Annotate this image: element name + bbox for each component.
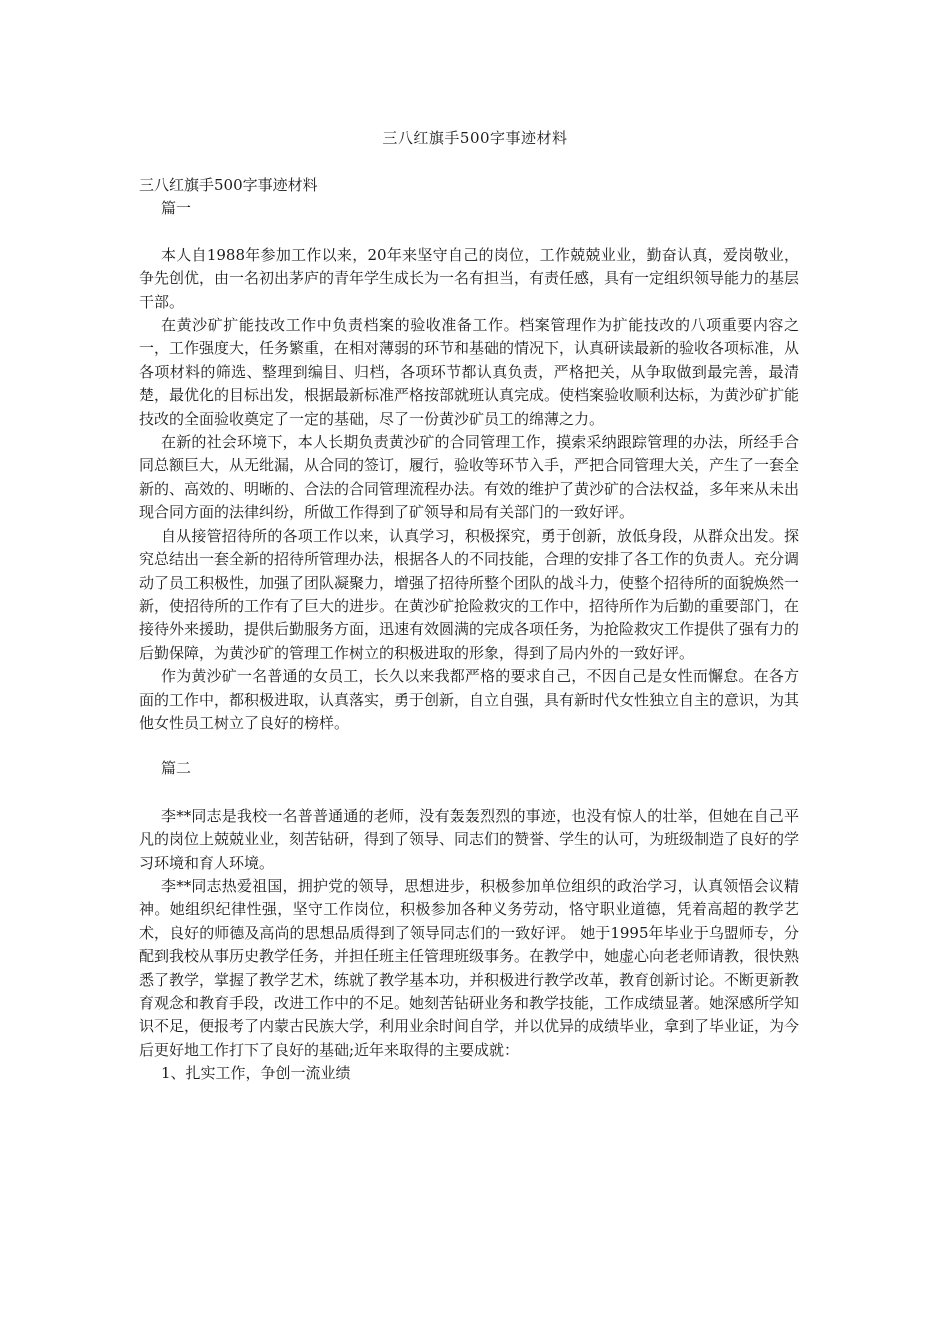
paragraph: 本人自1988年参加工作以来，20年来坚守自己的岗位，工作兢兢业业，勤奋认真，爱岗敬业，争先创优，由一名初出茅庐的青年学生成长为一名有担当，有责任感，具有一定组织领导能力的基层干部。	[139, 245, 800, 311]
section-heading-1: 篇一	[161, 199, 192, 218]
blank-line	[139, 221, 799, 244]
section-heading-2: 篇二	[161, 759, 192, 778]
blank-line	[139, 735, 799, 757]
paragraph: 自从接管招待所的各项工作以来，认真学习，积极探究，勇于创新，放低身段，从群众出发。探究总结出一套全新的招待所管理办法，根据各人的不同技能，合理的安排了各工作的负责人。充分调动了员工积极性，加强了团队凝聚力，增强了招待所整个团队的战斗力，使整个招待所的面貌焕然一新，使招待所的工作有了巨大的进步。在黄沙矿抢险救灾的工作中，招待所作为后勤的重要部门，在接待外来援助，提供后勤服务方面，迅速有效圆满的完成各项任务，为抢险救灾工作提供了强有力的后勤保障，为黄沙矿的管理工作树立的积极进取的形象，得到了局内外的一致好评。	[139, 526, 800, 662]
document-subtitle: 三八红旗手500字事迹材料	[139, 176, 318, 194]
blank-line	[139, 781, 799, 805]
paragraph: 作为黄沙矿一名普通的女员工，长久以来我都严格的要求自己，不因自己是女性而懈怠。在各方面的工作中，都积极进取，认真落实，勇于创新，自立自强，具有新时代女性独立自主的意识，为其他女性员工树立了良好的榜样。	[139, 667, 800, 732]
document-body	[139, 174, 799, 1086]
list-item-heading: 1、扎实工作，争创一流业绩	[161, 1064, 351, 1083]
document-title: 三八红旗手500字事迹材料	[382, 129, 568, 147]
paragraph: 在新的社会环境下，本人长期负责黄沙矿的合同管理工作，摸索采纳跟踪管理的办法，所经手合同总额巨大，从无纰漏，从合同的签订，履行，验收等环节入手，严把合同管理大关，产生了一套全新的、高效的、明晰的、合法的合同管理流程办法。有效的维护了黄沙矿的合法权益，多年来从未出现合同方面的法律纠纷，所做工作得到了矿领导和局有关部门的一致好评。	[139, 433, 800, 522]
paragraph: 在黄沙矿扩能技改工作中负责档案的验收准备工作。档案管理作为扩能技改的八项重要内容之一，工作强度大，任务繁重，在相对薄弱的环节和基础的情况下，认真研读最新的验收各项标准，从各项材料的筛选、整理到编目、归档，各项环节都认真负责，严格把关，从争取做到最完善，最清楚，最优化的目标出发，根据最新标准严格按部就班认真完成。使档案验收顺利达标，为黄沙矿扩能技改的全面验收奠定了一定的基础，尽了一份黄沙矿员工的绵薄之力。	[139, 316, 800, 428]
paragraph: 李**同志是我校一名普普通通的老师，没有轰轰烈烈的事迹，也没有惊人的壮举，但她在自己平凡的岗位上兢兢业业，刻苦钻研，得到了领导、同志们的赞誉、学生的认可，为班级制造了良好的学习环境和育人环境。	[139, 806, 800, 872]
paragraph: 李**同志热爱祖国，拥护党的领导，思想进步，积极参加单位组织的政治学习，认真领悟会议精神。她组织纪律性强，坚守工作岗位，积极参加各种义务劳动，恪守职业道德，凭着高超的教学艺术，良好的师德及高尚的思想品质得到了领导同志们的一致好评。 她于1995年毕业于乌盟师专，分配到我校从事历史教学任务，并担任班主任管理班级事务。在教学中，她虚心向老老师请教，很快熟悉了教学，掌握了教学艺术，练就了教学基本功，并积极进行教学改革，教育创新讨论。不断更新教育观念和教育手段，改进工作中的不足。她刻苦钻研业务和教学技能，工作成绩显著。她深感所学知识不足，便报考了内蒙古民族大学，利用业余时间自学，并以优异的成绩毕业，拿到了毕业证，为今后更好地工作打下了良好的基础;近年来取得的主要成就：	[139, 876, 800, 1059]
